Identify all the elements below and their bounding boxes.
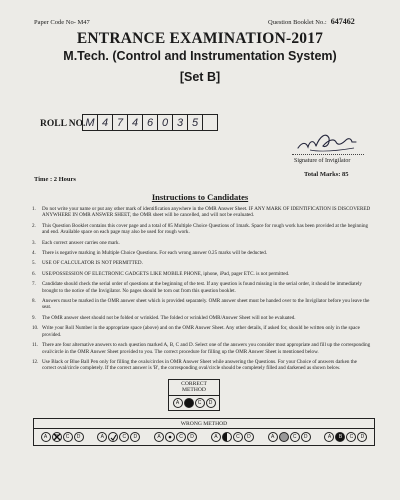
paper-code: Paper Code No- M47 <box>34 19 90 26</box>
answer-bubble: D <box>130 432 140 442</box>
instruction-number: 6. <box>32 270 36 277</box>
instruction-item <box>32 223 372 236</box>
instruction-number: 10. <box>32 325 39 332</box>
invigilator-signature <box>296 126 362 154</box>
correct-method-box <box>168 379 220 411</box>
roll-digit-box: 6 <box>142 114 158 131</box>
booklet-label: Question Booklet No.: <box>268 19 327 26</box>
instruction-item <box>32 260 372 266</box>
answer-bubble: C <box>119 432 129 442</box>
signature-label: Signature of Invigilator <box>294 158 351 164</box>
course-title: M.Tech. (Control and Instrumentation System) <box>63 49 337 63</box>
roll-digit-box: 4 <box>97 114 113 131</box>
wrong-example-check <box>97 432 141 442</box>
check-mark-icon <box>110 434 117 441</box>
instruction-number: 3. <box>32 239 36 246</box>
instruction-text: There is negative marking in Multiple Choice Questions. For each wrong answer 0.25 marks will be deducted. <box>42 250 268 257</box>
answer-bubble: A <box>211 432 221 442</box>
instruction-text: Each correct answer carries one mark. <box>42 239 120 246</box>
wrong-method-box <box>33 418 375 446</box>
instruction-text: Answers must be marked in the OMR answer sheet which is provided separately. OMR answer sheet must be handed over to the Invigilator before you leave the seat. <box>42 298 370 311</box>
wrong-method-label: WRONG METHOD <box>34 419 374 429</box>
roll-digit-box: 5 <box>187 114 203 131</box>
instruction-item <box>32 271 372 277</box>
instruction-item <box>32 240 372 246</box>
instruction-number: 9. <box>32 314 36 321</box>
instructions-heading: Instructions to Candidates <box>151 192 249 202</box>
answer-bubble: A <box>154 432 164 442</box>
instruction-text: USE OF CALCULATOR IS NOT PERMITTED. <box>42 260 143 267</box>
dot-mark-icon <box>167 434 173 440</box>
light-filled-bubble <box>279 432 289 442</box>
answer-bubble: C <box>346 432 356 442</box>
answer-bubble: D <box>301 432 311 442</box>
instruction-number: 8. <box>32 298 36 305</box>
roll-digit-box <box>202 114 218 131</box>
set-label: [Set B] <box>179 70 221 84</box>
booklet-number-block <box>268 17 355 26</box>
answer-bubble: C <box>63 432 73 442</box>
roll-digit-box: 3 <box>172 114 188 131</box>
answer-bubble: C <box>290 432 300 442</box>
instruction-item <box>32 359 372 372</box>
booklet-number: 647462 <box>330 17 355 26</box>
correct-method-label: CORRECT METHOD <box>169 380 219 396</box>
answer-bubble: C <box>233 432 243 442</box>
dot-bubble <box>165 432 175 442</box>
roll-digit-box: M <box>82 114 98 131</box>
instruction-number: 2. <box>32 222 36 229</box>
wrong-example-dot <box>154 432 198 442</box>
wrong-example-light-fill <box>267 432 311 442</box>
answer-bubble: D <box>206 398 216 408</box>
total-marks: Total Marks: 85 <box>304 171 349 178</box>
exam-title: ENTRANCE EXAMINATION-2017 <box>76 30 324 47</box>
instruction-text: This Question Booklet contains this cover page and a total of 85 Multiple Choice Questions of 1mark. Space for rough work has been provided at the beginning and end. Available space on each page may also be used for rough work. <box>42 222 369 236</box>
half-filled-bubble <box>222 432 232 442</box>
instruction-number: 4. <box>32 250 36 257</box>
instruction-item <box>32 250 372 256</box>
instruction-text: Write your Roll Number in the appropriate space (above) and on the OMR Answer Sheet. Any other details, if asked for, should be written only in the space provided. <box>42 325 360 338</box>
instruction-item <box>32 206 372 219</box>
roll-digit-box: 0 <box>157 114 173 131</box>
wrong-method-examples <box>34 429 374 445</box>
instruction-item <box>32 325 372 338</box>
instruction-number: 1. <box>32 206 36 212</box>
roll-number-boxes <box>82 114 217 131</box>
exam-time: Time : 2 Hours <box>34 176 76 183</box>
instructions-list <box>32 206 372 376</box>
instruction-item <box>32 315 372 321</box>
crossed-bubble <box>52 432 62 442</box>
answer-bubble: C <box>195 398 205 408</box>
filled-bubble: B <box>335 432 345 442</box>
instruction-text: Use Black or Blue Ball Pen only for filling the ovals/circles in OMR Answer Sheet while answering the Questions. For your Choice of answers darken the correct oval/circle completely. If the correct answer is 'B', the corresponding oval/circle should be completely filled and darkened as shown below. <box>42 358 357 372</box>
signature-line <box>292 154 364 155</box>
instruction-number: 7. <box>32 281 36 288</box>
instruction-number: 12. <box>32 358 39 365</box>
wrong-example-crossed <box>40 432 84 442</box>
instruction-number: 5. <box>32 260 36 267</box>
instruction-text: The OMR answer sheet should not be folded or wrinkled. The folded or wrinkled OMR/Answer Sheet will not be evaluated. <box>42 314 296 321</box>
wrong-example-partial <box>324 432 368 442</box>
instruction-item <box>32 281 372 294</box>
roll-digit-box: 7 <box>112 114 128 131</box>
cross-mark-icon <box>53 433 61 441</box>
instruction-item <box>32 298 372 311</box>
wrong-example-half-filled <box>210 432 254 442</box>
answer-bubble: D <box>244 432 254 442</box>
roll-number-label: ROLL NO. <box>40 119 86 129</box>
instruction-text: USE/POSSESSION OF ELECTRONIC GADGETS LIKE MOBILE PHONE, iphone, iPad, pager ETC. is not permitted. <box>42 270 290 277</box>
answer-bubble: D <box>187 432 197 442</box>
answer-bubble: A <box>41 432 51 442</box>
check-mark-bubble <box>108 432 118 442</box>
answer-bubble: A <box>268 432 278 442</box>
answer-bubble: A <box>97 432 107 442</box>
instruction-text: Candidate should check the serial order of questions at the beginning of the test. If any question is found missing in the serial order, it should be immediately brought to the notice of the Invigilator. No pages should be torn out from this question booklet. <box>42 281 362 294</box>
filled-bubble <box>184 398 194 408</box>
instruction-text: Do not write your name or put any other mark of identification anywhere in the OMR Answer Sheet. IF ANY MARK OF IDENTIFICATION IS DISCOVERED ANYWHERE IN OMR ANSWER SHEET, the OMR sheet will be cancelled, and will not be evaluated. <box>42 206 371 219</box>
instruction-number: 11. <box>32 342 39 349</box>
instruction-item <box>32 342 372 355</box>
roll-digit-box: 4 <box>127 114 143 131</box>
instruction-text: There are four alternative answers to each question marked A, B, C and D. Select one of the answers you consider most appropriate and fill up the corresponding oval/circle in the OMR Answer Sheet provided to you. The correct procedure for filling up the OMR Answer Sheet is mentioned below. <box>42 342 371 355</box>
answer-bubble: A <box>173 398 183 408</box>
answer-bubble: D <box>357 432 367 442</box>
answer-bubble: C <box>176 432 186 442</box>
answer-bubble: D <box>74 432 84 442</box>
correct-method-bubbles <box>169 396 219 410</box>
answer-bubble: A <box>324 432 334 442</box>
